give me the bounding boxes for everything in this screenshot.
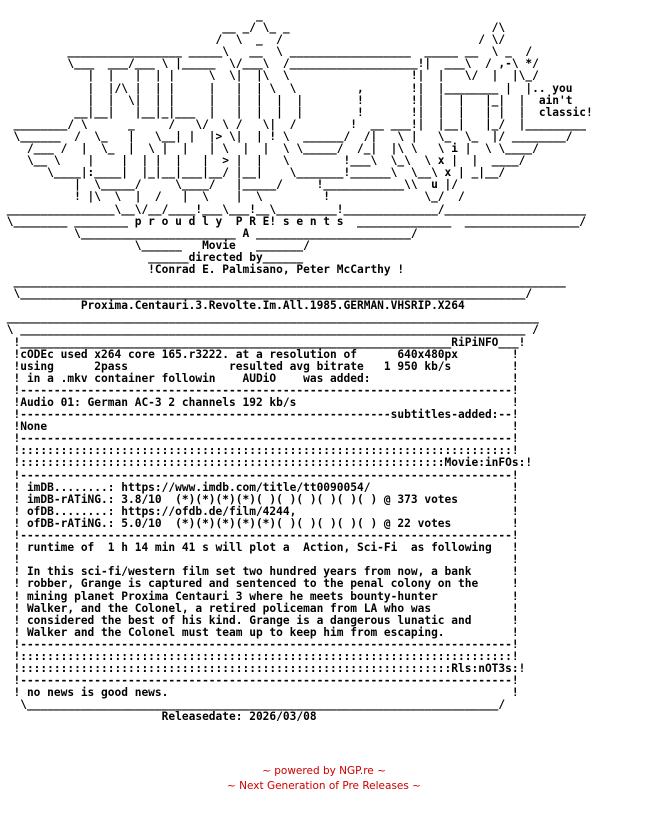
nfo-line: ! Walker and the Colonel must team up to keep him from escaping. !	[0, 625, 519, 639]
nfo-line: !-------------------------------------------------------------------------!	[0, 674, 519, 688]
nfo-line: ! considered the best of his kind. Grange is a dangerous lunatic and !	[0, 613, 519, 627]
nfo-line: \__ \ | | | | | | > | | \ !___\ \_\ \ x | | ____/	[0, 154, 526, 168]
nfo-line: ! imDB........: https://www.imdb.com/title/tt0090054/ !	[0, 480, 519, 494]
footer-tagline: ~ Next Generation of Pre Releases ~	[227, 780, 421, 792]
nfo-line: ! no news is good news. !	[0, 686, 519, 700]
nfo-line: !-------------------------------------------------------------------------!	[0, 468, 519, 482]
nfo-line: ! |\ \ | / | \ | \ ! \_/ /	[0, 190, 465, 204]
nfo-line: | |/\ | | | | | | \ \ , !| |________ | |.. you	[0, 81, 573, 95]
nfo-line: !None !	[0, 420, 519, 434]
nfo-line: / \ _ / / \/	[0, 33, 506, 47]
nfo-line: ! in a .mkv container followin AUDiO was added: !	[0, 371, 519, 385]
nfo-line: !:::::::::::::::::::::::::::::::::::::::::::::::::::::::::::::::::::::::::!	[0, 444, 519, 458]
nfo-line: ! In this sci-fi/western film set two hundred years from now, a bank !	[0, 565, 519, 579]
nfo-line: ! ofDB........: https://ofdb.de/film/4244, !	[0, 504, 519, 518]
nfo-line: !Conrad E. Palmisano, Peter McCarthy !	[0, 262, 405, 276]
nfo-line: \________ ________ p r o u d l y P R E! s e n t s ______________ _________________/	[0, 214, 586, 228]
nfo-line: Releasedate: 2026/03/08	[0, 710, 317, 724]
nfo-line: ______directed by______	[0, 250, 304, 264]
nfo-line: \ ___________________________________________________________________________ /	[0, 323, 539, 337]
nfo-line: | \_____/ \____/ |_____/ !____________\\ u |/	[0, 178, 459, 192]
nfo-line: ! mining planet Proxima Centauri 3 where he meets bounty-hunter !	[0, 589, 519, 603]
nfo-line: | | | | | \ \| |\ \ !| | \/ | |\_/	[0, 69, 539, 83]
nfo-line: __ _/ \_ _ /\	[0, 21, 506, 35]
nfo-line: \____|:____| |_|__|___|__/ |__| \_______!______\ \__\ x | _|__/	[0, 166, 506, 180]
nfo-line: !-------------------------------------------------------------------------!	[0, 637, 519, 651]
nfo-line: ________/ \ _ / \/ \ / \| / ! __ ___!| |__| |_/ |_________	[0, 117, 586, 131]
nfo-line: !:::::::::::::::::::::::::::::::::::::::::::::::::::::::::::::::Movie:inFOs:!	[0, 456, 533, 470]
nfo-line: ! ofDB-rATiNG.: 5.0/10 (*)(*)(*)(*)(*)( )( )( )( )( ) @ 22 votes !	[0, 516, 519, 530]
nfo-line: | | \| | | | | | | | ! !| | | |_| | ain't	[0, 93, 573, 107]
nfo-line: __________________________________________________________________________________	[0, 275, 566, 289]
nfo-line: !-------------------------------------------------------------------------!	[0, 432, 519, 446]
nfo-line: !using 2pass resulted avg bitrate 1 950 kb/s !	[0, 359, 519, 373]
nfo-line: \______ Movie _______/	[0, 238, 310, 252]
nfo-line: ! robber, Grange is captured and sentenced to the penal colony on the !	[0, 577, 519, 591]
nfo-line: ! runtime of 1 h 14 min 41 s will plot a Action, Sci-Fi as following !	[0, 541, 519, 555]
nfo-line: ! !	[0, 553, 519, 567]
nfo-line: !________________________________________________________________RiPiNFO___!	[0, 335, 526, 349]
nfo-line: _	[0, 9, 263, 22]
nfo-line: \___________________________________________________________________________/	[0, 287, 533, 301]
nfo-line: Proxima.Centauri.3.Revolte.Im.All.1985.GERMAN.VHSRIP.X264	[0, 299, 465, 313]
nfo-text-block	[0, 10, 648, 724]
nfo-line: !-------------------------------------------------------------------------!	[0, 383, 519, 397]
nfo-line: ! imDB-rATiNG.: 3.8/10 (*)(*)(*)(*)( )( )( )( )( )( ) @ 373 votes !	[0, 492, 519, 506]
nfo-line: __|__| |__|_|___ | | | | | ! !| | | | | | classic!	[0, 105, 593, 119]
nfo-line: !-------------------------------------------------------------------------!	[0, 529, 519, 543]
nfo-line: !Audio 01: German AC-3 2 channels 192 kb/s !	[0, 396, 519, 409]
nfo-line: !-------------------------------------------------------subtitles-added:--!	[0, 408, 519, 422]
nfo-line: ________________\__\/__/____!___\___!__\_________!______________/_____________________	[0, 202, 586, 216]
nfo-line: !::::::::::::::::::::::::::::::::::::::::::::::::::::::::::::::::Rls:nOT3s:!	[0, 662, 526, 676]
nfo-line: \_______________________ A _______________________/	[0, 226, 418, 240]
nfo-line: /___ / | \_ | \ | | | \ | | \ \_____/ /_| |\ \ \ i | \ \____/	[0, 142, 539, 156]
nfo-line: _______________________________________________________________________________	[0, 311, 539, 325]
nfo-line: \___ ___/___ \ |_____ \/___\ /___________________!| ___\ / ,-\ */	[0, 57, 539, 71]
nfo-line: \______________________________________________________________________/	[0, 698, 506, 712]
nfo-line: \______ / \_ | \__| | |> \| | ! \ ______/ /| \ | \_ \_ |/ ________/	[0, 129, 573, 143]
nfo-line: _________________ _____\ __ \ __________________ _____ __ \ _ /	[0, 45, 533, 59]
nfo-line: !:::::::::::::::::::::::::::::::::::::::::::::::::::::::::::::::::::::::::!	[0, 649, 519, 663]
nfo-line: !cODEc used x264 core 165.r3222. at a resolution of 640x480px !	[0, 347, 519, 361]
footer-powered-by: ~ powered by NGP.re ~	[262, 765, 386, 777]
nfo-line: ! Walker, and the Colonel, a retired policeman from LA who was !	[0, 601, 519, 615]
